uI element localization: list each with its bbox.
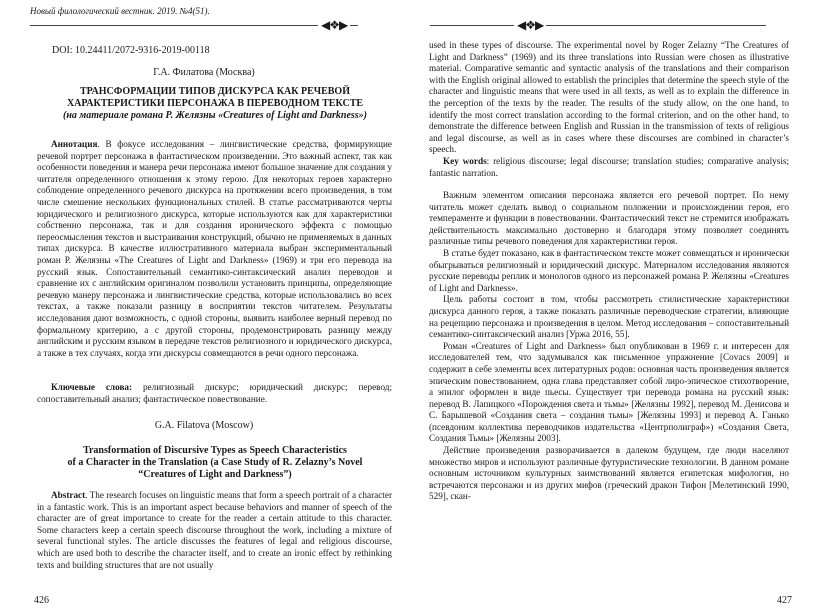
body-paragraph: В статье будет показано, как в фантастическом тексте может совмещаться и иронически обыгрываться религиозный и юридический дискурс. Материалом исследования являются русские переводы реплик и монологов одного из персонажей романа Р. Желязны «Creatures of Light and Darkness».	[429, 247, 789, 293]
running-head: Новый филологический вестник. 2019. №4(51).	[30, 6, 210, 16]
page-number-left: 426	[34, 595, 49, 606]
body-paragraph: Действие произведения разворачивается в далеком будущем, где люди населяют множество миров и используют различные футуристические технологии. В данном романе основным источником культурных заимствований является египетская мифология, но встречаются персонажи и из других мифов (греческий дракон Тифон [Мелетинский 1990, 529], скан-	[429, 445, 789, 502]
abstract-ru-label: Аннотация	[51, 139, 98, 149]
article-body	[429, 190, 789, 503]
body-paragraph: Важным элементом описания персонажа является его речевой портрет. По нему читатель может сделать вывод о социальном положении и происхождении героя, его темпераменте и функции в повествовании. Фантастический текст не стремится изображать действительность максимально достоверно и благодаря этому позволяет соединять различные типы речевого поведения для характеристики героя.	[429, 190, 789, 247]
keywords-ru-label: Ключевые слова:	[51, 382, 133, 392]
rule	[430, 25, 514, 26]
body-paragraph: Цель работы состоит в том, чтобы рассмотреть стилистические характеристики дискурса данного героя, а также показать различные переводческие стратегии, влияющие на рецепцию персонажа и произведения в целом. Метод исследования – сопоставительный семантико-синтаксический анализ [Уржа 2016, 55].	[429, 294, 789, 340]
title-en-line1: Transformation of Discursive Types as Speech Characteristics	[83, 445, 347, 456]
abstract-en-cont-text: used in these types of discourse. The experimental novel by Roger Zelazny “The Creatures of Light and Darkness” (1969) and its three translations into Russian were chosen as illustrative material. Comparative semantic and syntactic analysis of the translations and their comparison with the English original allowed to establish the principles that determine the speech style of the character and linguistic means that were used in all texts, as well as to explain the difference in the perception of the texts by the reader. The results of the study allow, on the one hand, to identify the most correct translation according to the formal criterion, and on the other hand, to demonstrate the difference between English and Russian in the transmission of texts of religious and legal discourse, as well as in cases where these discourses are combined in character’s speech.	[429, 40, 789, 155]
title-ru-line1: ТРАНСФОРМАЦИИ ТИПОВ ДИСКУРСА КАК РЕЧЕВОЙ	[80, 86, 350, 97]
right-page	[410, 0, 820, 609]
page-number-right: 427	[777, 595, 792, 606]
body-paragraph: Роман «Creatures of Light and Darkness» был опубликован в 1969 г. и интересен для исследователей тем, что задумывался как письменное упражнение [Covacs 2009] и содержит в себе элементы всех литературных родов: основная часть произведения является эпическим повествованием, одна глава представляет собой лиро-эпическое стихотворение, а эпилог оформлен в виде пьесы. Существует три перевода романа на русский язык: перевод В. Лапицкого «Порождения света и тьмы» [Желязны 1992], перевод М. Денисова и С. Барышевой «Создания света – создания тьмы» [Желязны 1993] и перевод А. Ганько (псевдоним коллектива переводчиков издательства «Центрполиграф») «Создания Света, Создания Тьмы» [Желязны 2003].	[429, 340, 789, 444]
title-en-line2: of a Character in the Translation (a Case Study of R. Zelazny’s Novel	[67, 457, 363, 468]
abstract-en-continued	[429, 40, 789, 179]
keywords-ru-text: религиозный дискурс; юридический дискурс; перевод; сопоставительный анализ; фантастическое повествование.	[37, 382, 392, 404]
keywords-ru	[37, 382, 392, 405]
doi: DOI: 10.24411/2072-9316-2019-00118	[52, 45, 210, 56]
header-ornament	[430, 20, 790, 30]
abstract-en-label: Abstract	[51, 490, 86, 500]
header-ornament	[30, 20, 400, 30]
title-en-line3: “Creatures of Light and Darkness”)	[138, 469, 292, 480]
abstract-ru-text: . В фокусе исследования – лингвистические средства, формирующие речевой портрет персонажа в фантастическом произведении. Это важный аспект, так как особенности поведения и манера речи персонажа имеют большое значение для создания у читателя определенного отношения к этому герою. Для некоторых героев характерно соблюдение определенного речевого дискурса на протяжении всего произведения, в том числе смешение нескольких функциональных стилей. В статье рассматриваются черты юридического и религиозного дискурса, которые используются как для характеристики собственно персонажа, так и для создания иронического эффекта с помощью переосмысления текстов и выстраивания конструкций, обычно не применяемых в данных типах дискурса. В качестве иллюстративного материала выбран экспериментальный роман Р. Желязны «The Creatures of Light and Darkness» (1969) и три его перевода на русский язык. Сопоставительный семантико-синтаксический анализ переводов и сравнение их с английским оригиналом позволили установить принципы, определяющие речевую манеру персонажа и лингвистические средства, которые использовались во всех текстах, а также показали разницу в восприятии текстов читателем. Результаты исследования дают возможность, с одной стороны, выявить наиболее верный перевод по формальному критерию, а с другой стороны, продемонстрировать разницу между английским и русским языком в передаче текстов религиозного и юридического дискурса, а также в тех случаях, когда эти дискурсы совмещаются в речи одного персонажа.	[37, 139, 392, 358]
title-ru	[40, 86, 390, 122]
subtitle-ru: (на материале романа Р. Желязны «Creatures of Light and Darkness»)	[62, 110, 368, 121]
abstract-en-text: . The research focuses on linguistic means that form a speech portrait of a character in a fantastic work. This is an important aspect because behaviors and manner of speech of the character are of great importance to create for the reader a certain attitude to this character. Some characters keep a certain speech discourse throughout the work, including a mixture of several functional styles. The article discusses the features of legal and religious discourse, which are used both to describe the character itself, and to create an ironic effect by rethinking texts and building structures that are not usually	[37, 490, 392, 570]
keywords-en-label: Key words	[443, 155, 487, 166]
abstract-en	[37, 490, 392, 571]
author-ru: Г.А. Филатова (Москва)	[153, 67, 255, 78]
keywords-en-text: : religious discourse; legal discourse; translation studies; comparative analysis; fantastic narration.	[429, 155, 789, 178]
ornament-icon: ◀❖▶	[321, 18, 348, 32]
title-ru-line2: ХАРАКТЕРИСТИКИ ПЕРСОНАЖА В ПЕРЕВОДНОМ ТЕКСТЕ	[66, 98, 364, 109]
rule	[546, 25, 766, 26]
author-en: G.A. Filatova (Moscow)	[154, 420, 254, 431]
abstract-ru	[37, 139, 392, 359]
left-page	[0, 0, 408, 609]
rule	[30, 25, 318, 26]
title-en	[40, 445, 390, 481]
ornament-icon: ◀❖▶	[517, 18, 544, 32]
rule	[350, 25, 358, 26]
